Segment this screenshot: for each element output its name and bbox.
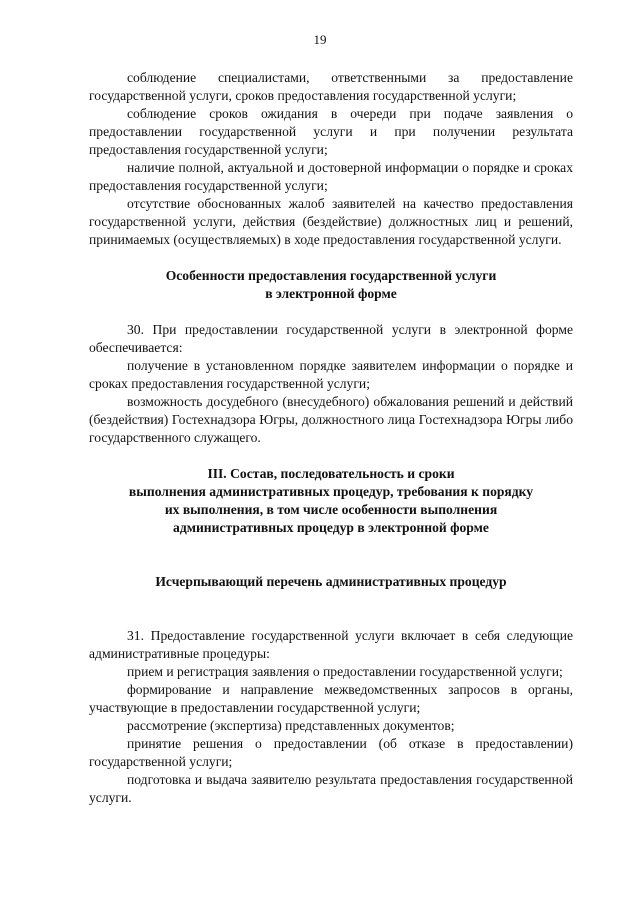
paragraph-30: 30. При предоставлении государственной услуги в электронной форме обеспечивается: (89, 322, 573, 355)
document-body (89, 69, 573, 807)
procedures-block (89, 627, 573, 807)
list-item: принятие решения о предоставлении (об отказе в предоставлении) государственной услуги; (89, 736, 573, 769)
paragraph: возможность досудебного (внесудебного) обжалования решений и действий (бездействия) Гостехнадзора Югры, должностного лица Гостехнадзора Югры либо государственного служащего. (89, 394, 573, 445)
paragraph: соблюдение сроков ожидания в очереди при подаче заявления о предоставлении государственной услуги и при получении результата предоставления государственной услуги; (89, 106, 573, 157)
heading-line: Особенности предоставления государственной услуги (165, 268, 497, 283)
section-heading-iii (89, 465, 573, 537)
heading-line: в электронной форме (265, 286, 397, 301)
heading-line: выполнения административных процедур, требования к порядку (128, 484, 534, 499)
section-heading-electronic (89, 267, 573, 303)
paragraph: соблюдение специалистами, ответственными за предоставление государственной услуги, сроков предоставления государственной услуги; (89, 70, 573, 103)
quality-criteria-block (89, 69, 573, 249)
list-item: подготовка и выдача заявителю результата предоставления государственной услуги. (89, 772, 573, 805)
heading-line: Исчерпывающий перечень административных процедур (155, 574, 507, 589)
list-item: прием и регистрация заявления о предоставлении государственной услуги; (127, 664, 563, 679)
paragraph-31: 31. Предоставление государственной услуги включает в себя следующие административные процедуры: (89, 628, 573, 661)
electronic-form-block (89, 321, 573, 447)
list-item: рассмотрение (экспертиза) представленных документов; (127, 718, 455, 733)
heading-line: III. Состав, последовательность и сроки (207, 466, 455, 481)
paragraph: получение в установленном порядке заявителем информации о порядке и сроках предоставления государственной услуги; (89, 358, 573, 391)
paragraph: наличие полной, актуальной и достоверной информации о порядке и сроках предоставления государственной услуги; (89, 160, 573, 193)
heading-line: их выполнения, в том числе особенности выполнения (164, 502, 498, 517)
heading-line: административных процедур в электронной форме (173, 520, 489, 535)
page-number: 19 (313, 32, 327, 47)
section-heading-procedures (89, 573, 573, 591)
list-item: формирование и направление межведомственных запросов в органы, участвующие в предоставлении государственной услуги; (89, 682, 573, 715)
paragraph: отсутствие обоснованных жалоб заявителей на качество предоставления государственной услуги, действия (бездействие) должностных лиц и решений, принимаемых (осуществляемых) в ходе предоставления государственной услуги. (89, 196, 573, 247)
